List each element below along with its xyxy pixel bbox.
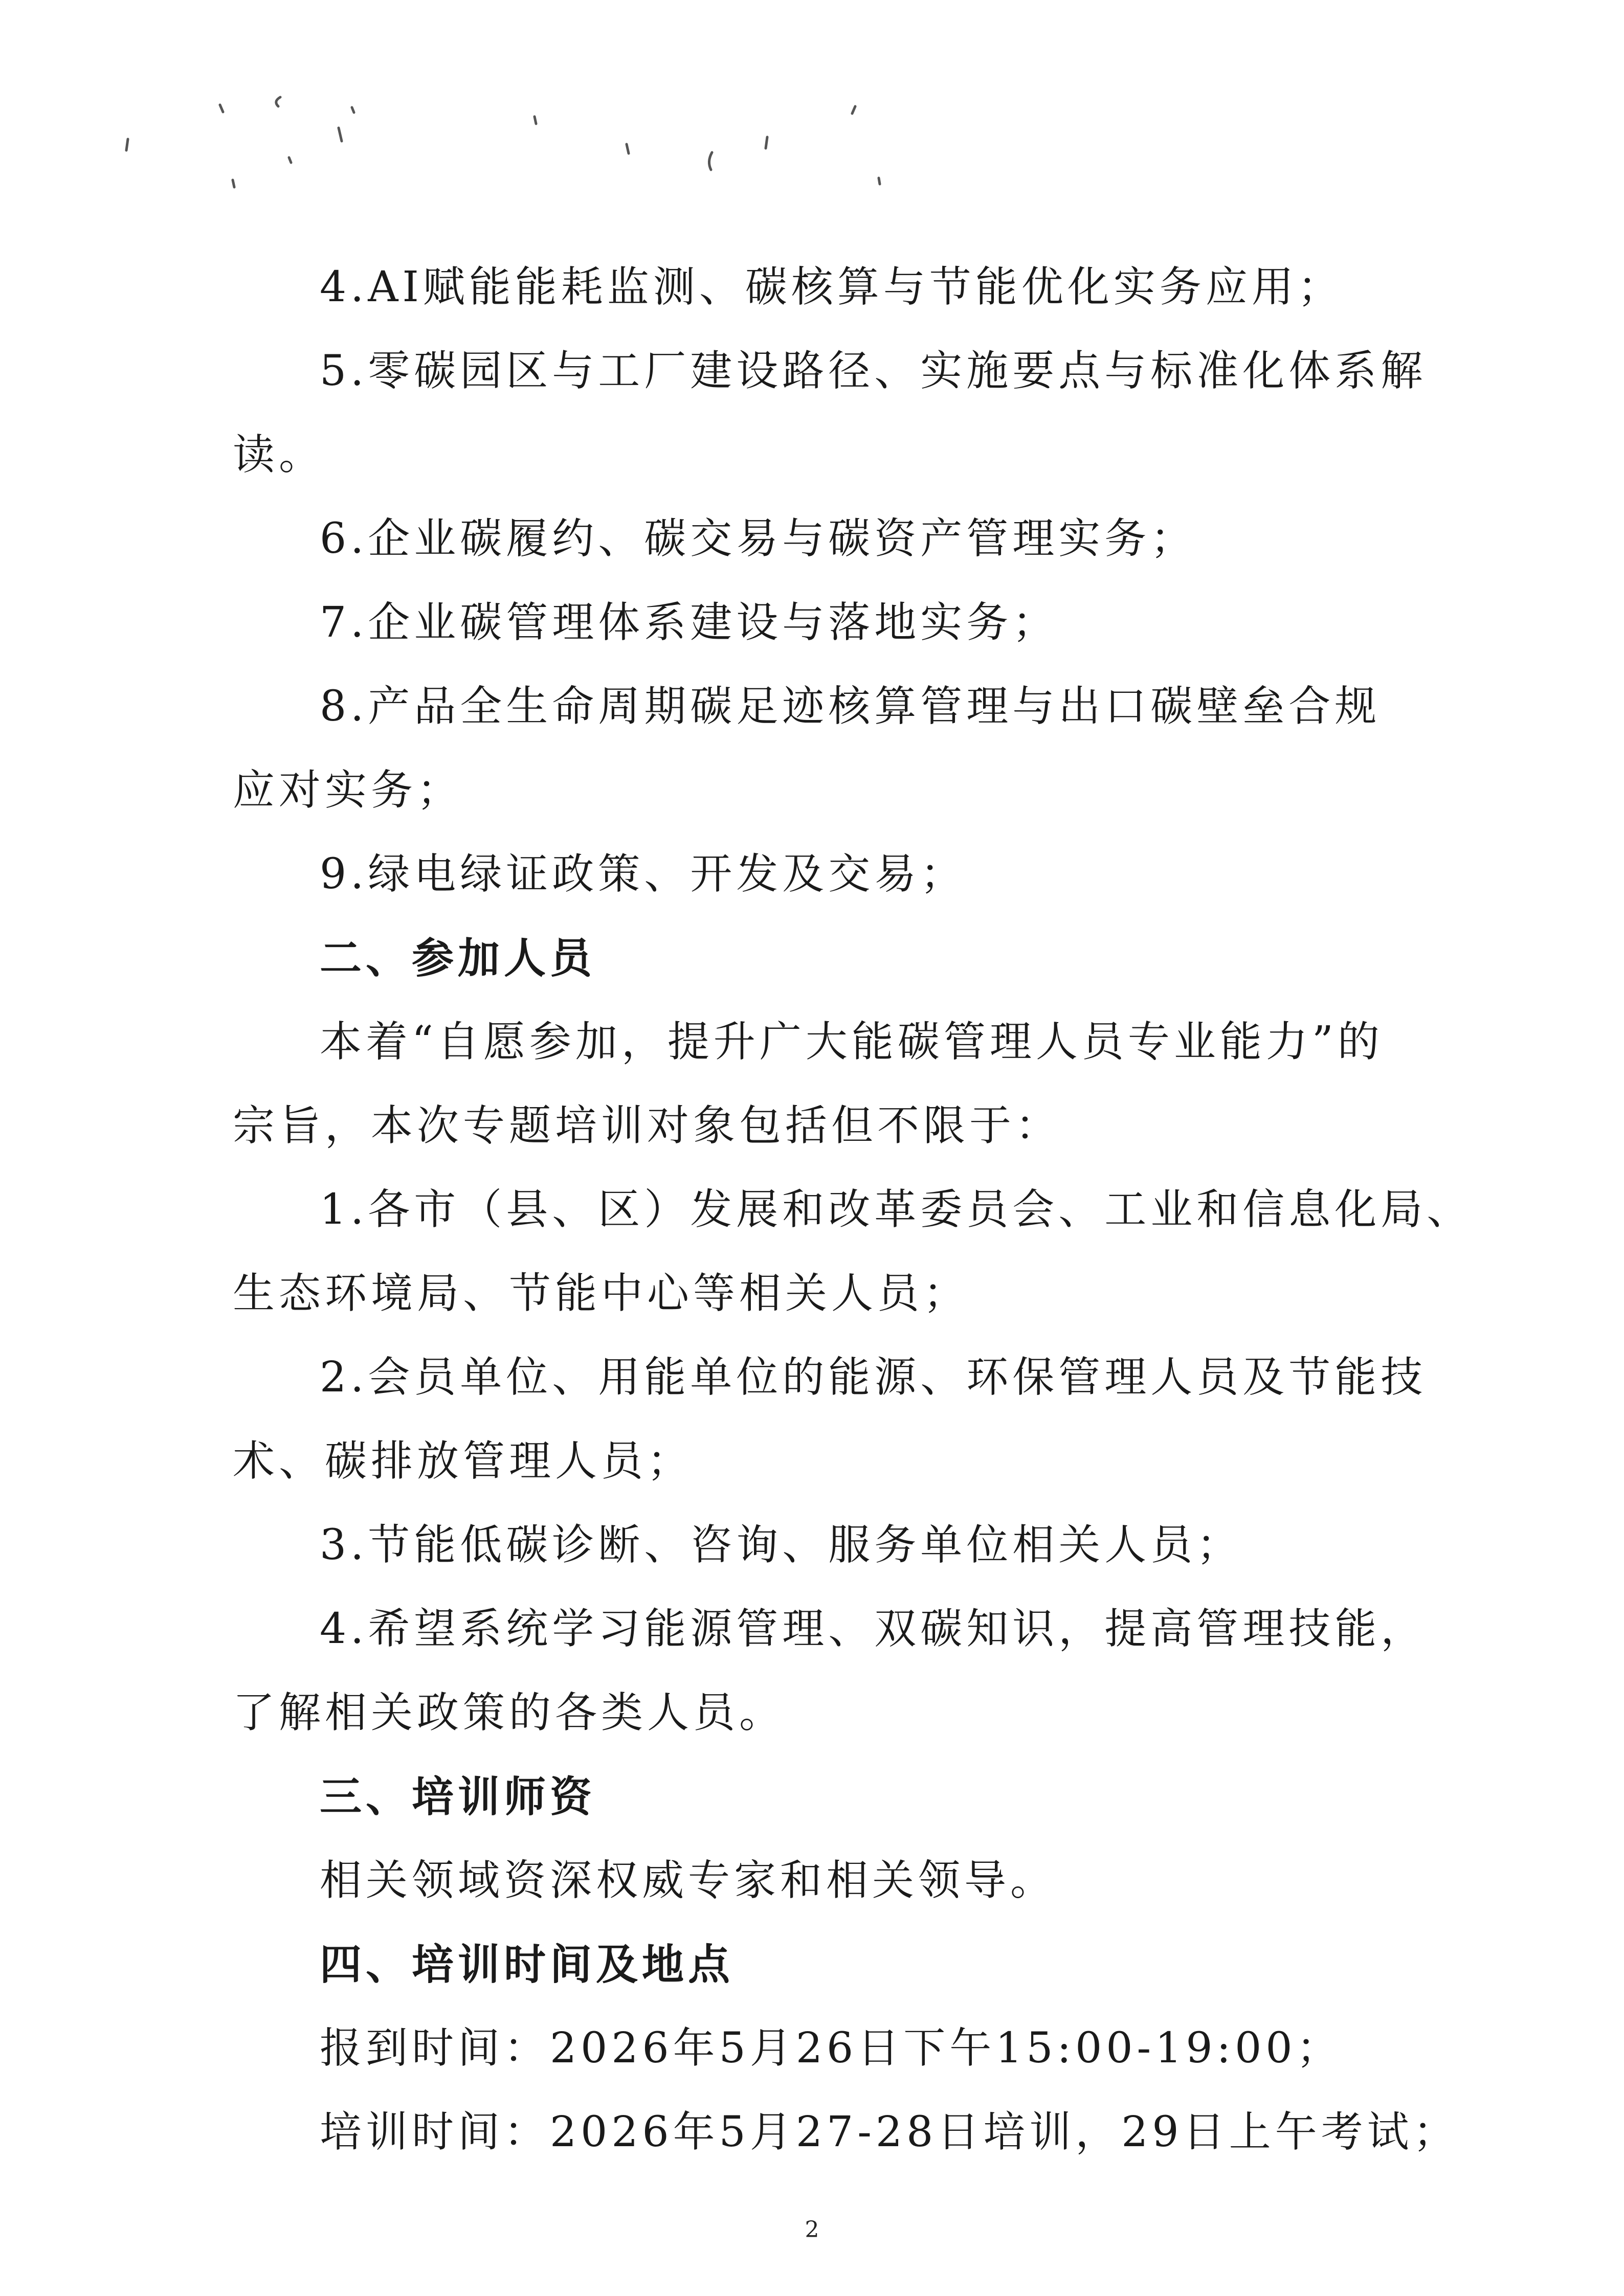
text-line: 报到时间：2026年5月26日下午15:00-19:00； (320, 2024, 1343, 2073)
section-heading: 三、培训师资 (320, 1772, 596, 1821)
text-line: 读。 (233, 431, 325, 479)
text-line: 宗旨，本次专题培训对象包括但不限于： (233, 1101, 1062, 1150)
section-heading: 四、培训时间及地点 (320, 1940, 735, 1989)
scan-specks (0, 0, 1624, 215)
text-line: 3.节能低碳诊断、咨询、服务单位相关人员； (320, 1521, 1243, 1569)
text-line: 7.企业碳管理体系建设与落地实务； (320, 598, 1059, 647)
text-line: 4.AI赋能能耗监测、碳核算与节能优化实务应用； (320, 263, 1344, 311)
document-body (233, 245, 1473, 2174)
text-line: 了解相关政策的各类人员。 (233, 1689, 786, 1737)
text-line: 生态环境局、节能中心等相关人员； (233, 1269, 970, 1318)
text-line: 1.各市（县、区）发展和改革委员会、工业和信息化局、 (320, 1185, 1473, 1234)
text-line: 5.零碳园区与工厂建设路径、实施要点与标准化体系解 (320, 347, 1427, 395)
text-line: 培训时间：2026年5月27-28日培训，29日上午考试； (320, 2108, 1459, 2156)
text-line: 4.希望系统学习能源管理、双碳知识，提高管理技能， (320, 1605, 1427, 1653)
text-line: 2.会员单位、用能单位的能源、环保管理人员及节能技 (320, 1353, 1427, 1402)
text-line: 术、碳排放管理人员； (233, 1437, 694, 1485)
page-number: 2 (805, 2217, 819, 2243)
text-line: 应对实务； (233, 766, 463, 815)
text-line: 9.绿电绿证政策、开发及交易； (320, 850, 967, 898)
text-line: 8.产品全生命周期碳足迹核算管理与出口碳壁垒合规 (320, 682, 1381, 731)
text-line: 本着“自愿参加，提升广大能碳管理人员专业能力”的 (320, 1018, 1384, 1066)
text-line: 相关领域资深权威专家和相关领导。 (320, 1856, 1057, 1905)
section-heading: 二、参加人员 (320, 934, 596, 983)
text-line: 6.企业碳履约、碳交易与碳资产管理实务； (320, 514, 1197, 563)
